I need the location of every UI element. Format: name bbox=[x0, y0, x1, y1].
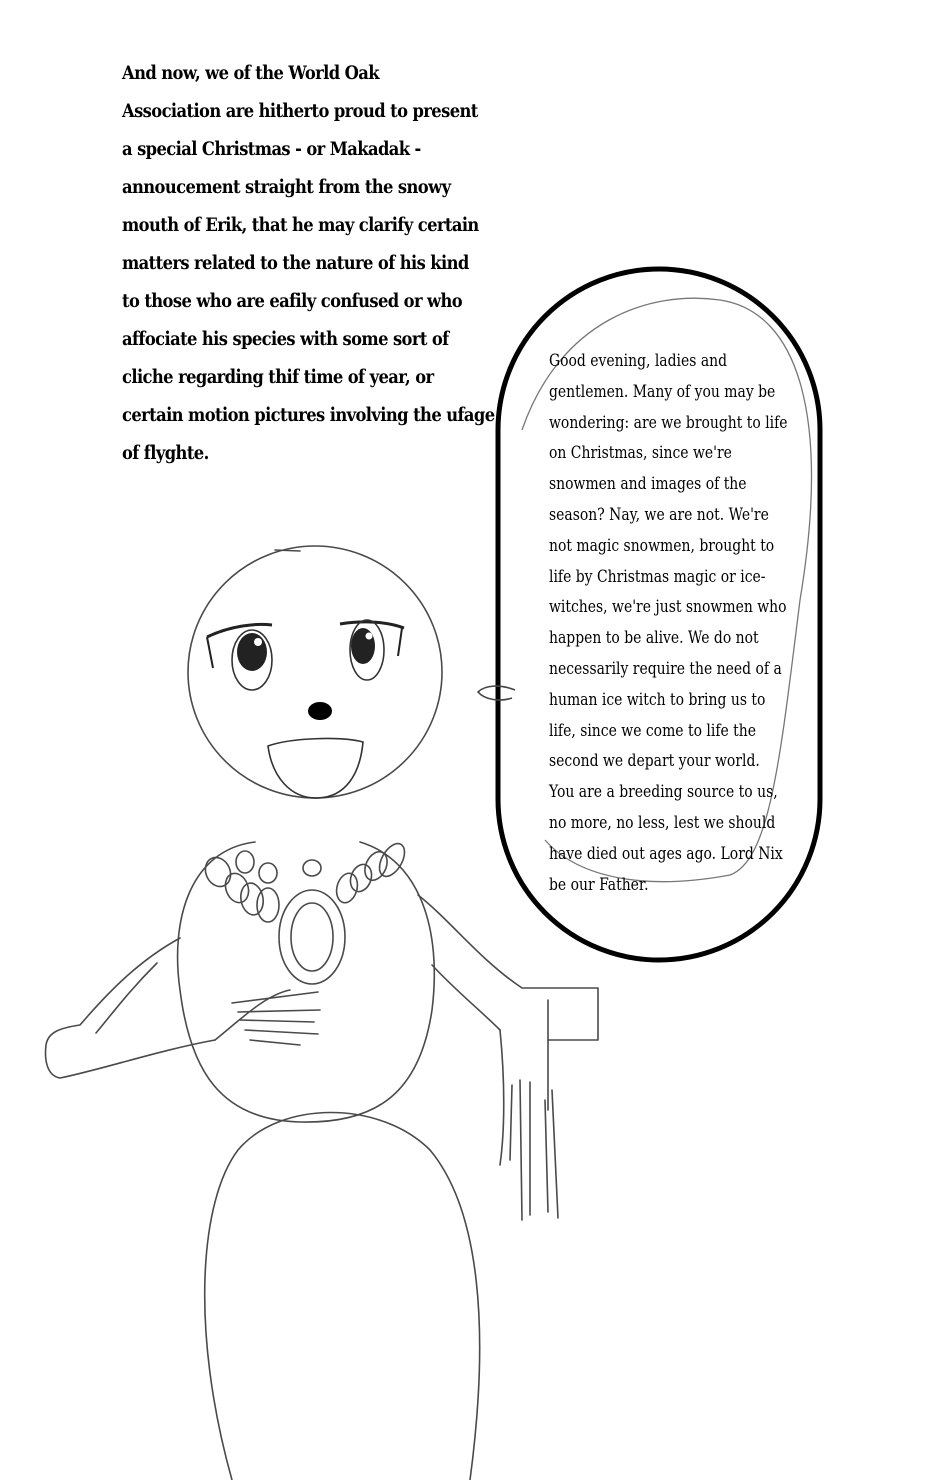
speech-line: human ice witch to bring us to bbox=[549, 689, 766, 710]
speech-line: gentlemen. Many of you may be bbox=[549, 381, 776, 402]
speech-line: have died out ages ago. Lord Nix bbox=[549, 843, 783, 864]
snowman-middle-body bbox=[178, 842, 435, 1122]
intro-line: annoucement straight from the snowy bbox=[122, 176, 451, 198]
speech-line: second we depart your world. bbox=[549, 751, 760, 772]
speech-line: life by Christmas magic or ice- bbox=[549, 566, 766, 587]
speech-line: witches, we're just snowmen who bbox=[549, 597, 787, 618]
speech-line: You are a breeding source to us, bbox=[549, 782, 778, 803]
snowman-right-arm bbox=[418, 895, 598, 1040]
intro-line: And now, we of the World Oak bbox=[122, 62, 379, 84]
speech-line: on Christmas, since we're bbox=[549, 443, 732, 464]
intro-line: Association are hitherto proud to present bbox=[122, 100, 478, 122]
snowman-head bbox=[188, 546, 442, 798]
necklace bbox=[201, 839, 410, 984]
intro-line: matters related to the nature of his kind bbox=[122, 252, 469, 274]
intro-caption bbox=[122, 54, 495, 472]
speech-line: not magic snowmen, brought to bbox=[549, 535, 775, 556]
speech-line: Good evening, ladies and bbox=[549, 351, 728, 371]
speech-text bbox=[549, 346, 795, 900]
snowman-lower-body bbox=[205, 1113, 480, 1480]
speech-line: life, since we come to life the bbox=[549, 720, 756, 741]
speech-line: season? Nay, we are not. We're bbox=[549, 504, 769, 525]
intro-line: a special Christmas - or Makadak - bbox=[122, 138, 421, 160]
speech-line: necessarily require the need of a bbox=[549, 658, 782, 679]
snowman-nose bbox=[308, 702, 332, 720]
speech-line: happen to be alive. We do not bbox=[549, 628, 759, 649]
intro-line: mouth of Erik, that he may clarify certain bbox=[122, 214, 479, 236]
speech-line: wondering: are we brought to life bbox=[549, 412, 788, 433]
speech-line: no more, no less, lest we should bbox=[549, 812, 776, 833]
intro-line: cliche regarding thif time of year, or bbox=[122, 366, 434, 388]
snowman-left-arm bbox=[46, 938, 215, 1078]
speech-line: be our Father. bbox=[549, 874, 649, 895]
snowman-mouth bbox=[268, 739, 363, 799]
speech-line: snowmen and images of the bbox=[549, 474, 747, 495]
intro-line: certain motion pictures involving the ufage bbox=[122, 404, 495, 426]
intro-line: affociate his species with some sort of bbox=[122, 328, 449, 350]
intro-line: to those who are eafily confused or who bbox=[122, 290, 463, 312]
intro-line: of flyghte. bbox=[122, 442, 209, 464]
